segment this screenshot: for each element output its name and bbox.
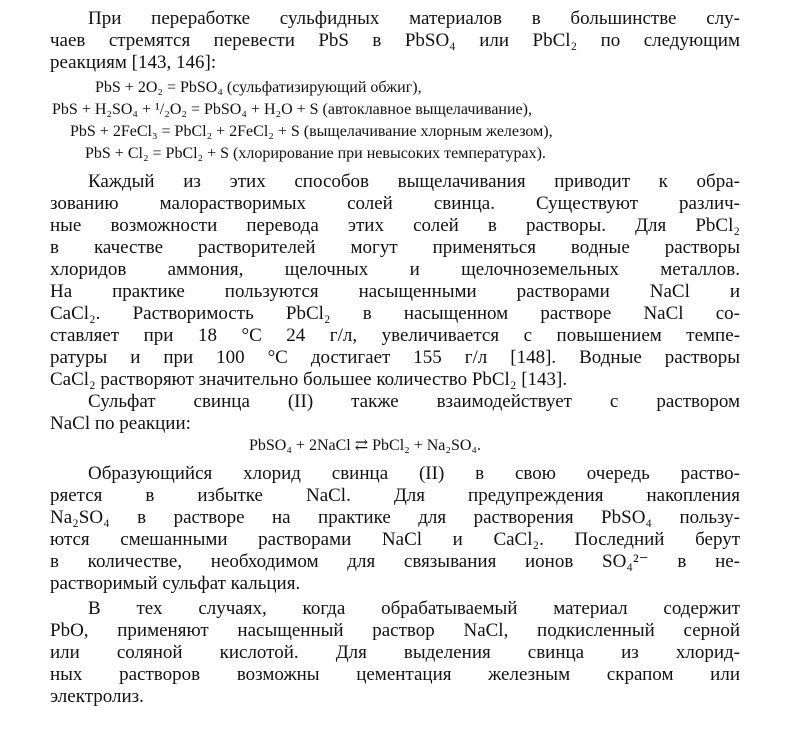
text-line: CaCl₂ растворяют значительно большее количество PbCl₂ [143]. bbox=[50, 369, 568, 390]
text-line: реакциям [143, 146]: bbox=[50, 52, 217, 73]
text-line: ных растворов возможны цементация железным скрапом или bbox=[50, 664, 740, 685]
paragraph-leaching bbox=[50, 171, 740, 391]
text-line: Образующийся хлорид свинца (II) в свою очередь раство- bbox=[88, 463, 740, 484]
text-line: зованию малорастворимых солей свинца. Существуют различ- bbox=[50, 193, 740, 214]
equation-sulfatizing: PbS + 2O₂ = PbSO₄ (сульфатизирующий обжиг), bbox=[95, 79, 422, 96]
equation-chlorination: PbS + Cl₂ = PbCl₂ + S (хлорирование при невысоких температурах). bbox=[85, 145, 546, 162]
text-line: в качестве растворителей могут применяться водные растворы bbox=[50, 237, 740, 258]
text-line: В тех случаях, когда обрабатываемый материал содержит bbox=[88, 598, 740, 619]
equation-lead-sulfate: PbSO₄ + 2NaCl ⇄ PbCl₂ + Na₂SO₄. bbox=[248, 437, 481, 454]
text-line: или соляной кислотой. Для выделения свинца из хлорид- bbox=[50, 642, 740, 663]
text-line: PbO, применяют насыщенный раствор NaCl, подкисленный серной bbox=[50, 620, 740, 641]
text-line: хлоридов аммония, щелочных и щелочноземельных металлов. bbox=[50, 259, 740, 280]
text-line: Na₂SO₄ в растворе на практике для растворения PbSO₄ пользу- bbox=[50, 507, 740, 528]
equation-block bbox=[50, 77, 740, 165]
equation-autoclave: PbS + H₂SO₄ + ¹/₂O₂ = PbSO₄ + H₂O + S (автоклавное выщелачивание), bbox=[52, 101, 532, 118]
document-page bbox=[50, 8, 740, 708]
equation-ferric-chloride: PbS + 2FeCl₃ = PbCl₂ + 2FeCl₂ + S (выщелачивание хлорным железом), bbox=[70, 123, 553, 140]
text-line: Каждый из этих способов выщелачивания приводит к обра- bbox=[88, 171, 740, 192]
text-line: чаев стремятся перевести PbS в PbSO₄ или PbCl₂ по следующим bbox=[50, 30, 740, 51]
text-line: ряется в избытке NaCl. Для предупреждения накопления bbox=[50, 485, 740, 506]
text-line: растворимый сульфат кальция. bbox=[50, 573, 301, 594]
paragraph-lead-chloride bbox=[50, 463, 740, 595]
text-line: Сульфат свинца (II) также взаимодействует с раствором bbox=[88, 391, 740, 412]
paragraph-lead-sulfate bbox=[50, 391, 740, 435]
paragraph-intro bbox=[50, 8, 740, 74]
text-line: При переработке сульфидных материалов в большинстве слу- bbox=[88, 8, 740, 29]
text-line: На практике пользуются насыщенными растворами NaCl и bbox=[50, 281, 740, 302]
text-line: электролиз. bbox=[50, 686, 144, 707]
text-line: ратуры и при 100 °C достигает 155 г/л [148]. Водные растворы bbox=[50, 347, 740, 368]
text-line: ставляет при 18 °C 24 г/л, увеличивается с повышением темпе- bbox=[50, 325, 740, 346]
text-line: ются смешанными растворами NaCl и CaCl₂. Последний берут bbox=[50, 529, 740, 550]
text-line: NaCl по реакции: bbox=[50, 413, 191, 434]
text-line: CaCl₂. Растворимость PbCl₂ в насыщенном растворе NaCl со- bbox=[50, 303, 740, 324]
text-line: в количестве, необходимом для связывания ионов SO₄²⁻ в не- bbox=[50, 551, 740, 572]
paragraph-lead-oxide bbox=[50, 598, 740, 708]
text-line: ные возможности перевода этих солей в растворы. Для PbCl₂ bbox=[50, 215, 740, 236]
